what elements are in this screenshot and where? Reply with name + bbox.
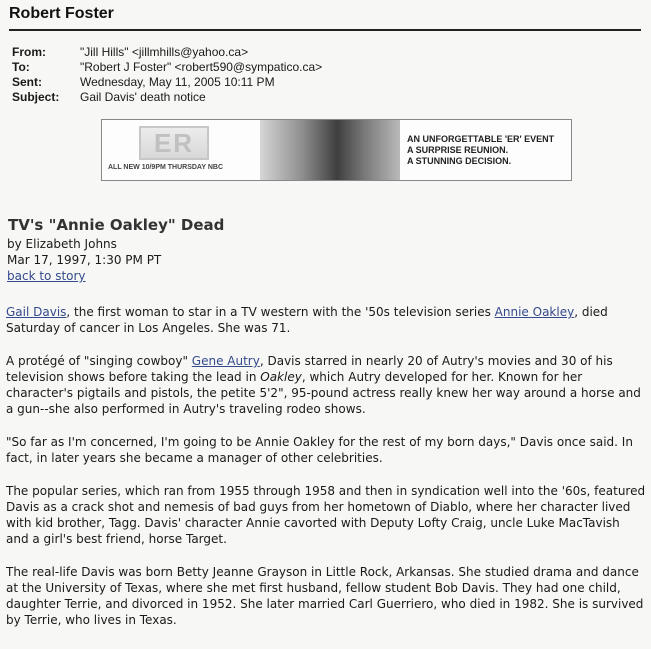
text: , Davis starred in nearly 20 of Autry's movies and 30 of his television shows before taking the lead in [6,354,613,384]
email-headers [12,45,322,105]
header-label: Sent: [12,75,42,89]
header-subject [12,90,322,105]
article-date: Mar 17, 1997, 1:30 PM PT [7,253,162,267]
paragraph [6,353,646,417]
article-body [6,304,646,645]
show-title: Oakley [260,370,302,384]
header-value: "Jill Hills" <jillmhills@yahoo.ca> [80,45,249,59]
paragraph [6,304,646,336]
text: , died Saturday of cancer in Los Angeles. She was 71. [6,305,608,335]
text: , the first woman to star in a TV western with the '50s television series [66,305,495,319]
header-divider [9,29,641,31]
event-line: A SURPRISE REUNION. [407,145,509,155]
banner-photo [260,120,400,180]
banner-event-text [407,134,554,167]
header-label: Subject: [12,90,60,104]
er-logo: ER [139,126,209,160]
header-value: Wednesday, May 11, 2005 10:11 PM [80,75,275,89]
gail-davis-link[interactable]: Gail Davis [6,305,67,319]
text: A protégé of "singing cowboy" [6,354,192,368]
sender-name: Robert Foster [9,5,114,22]
header-value: Gail Davis' death notice [80,90,206,104]
byline: by Elizabeth Johns [7,237,117,251]
header-sent [12,75,322,90]
header-label: From: [12,45,46,59]
event-line: A STUNNING DECISION. [407,156,512,166]
paragraph: The real-life Davis was born Betty Jeanne Grayson in Little Rock, Arkansas. She studied drama and dance at the University of Texas, where she met first husband, fellow student Bob Davis. They had one child, daughter Terrie, and divorced in 1952. She later married Carl Guerriero, who died in 1982. She is survived by Terrie, who lives in Texas. [6,565,644,627]
header-from [12,45,322,60]
article-meta [7,236,161,284]
article-title: TV's "Annie Oakley" Dead [8,216,225,234]
back-to-story-link[interactable]: back to story [7,269,86,283]
text: , which Autry developed for her. Known for her character's pigtails and pistols, the petite 5'2", 95-pound actress really knew her way around a horse and a gun--she also performed in Autry's traveling rodeo shows. [6,370,641,416]
banner-tagline: ALL NEW 10/9PM THURSDAY NBC [108,164,224,171]
paragraph: The popular series, which ran from 1955 through 1958 and then in syndication well into the '60s, featured Davis as a crack shot and nemesis of bad guys from her hometown of Diablo, where her character lived with kid brother, Tagg. Davis' character Annie cavorted with Deputy Lofty Craig, uncle Luke MacTavish and a girl's best friend, horse Target. [6,484,646,546]
annie-oakley-link[interactable]: Annie Oakley [494,305,575,319]
gene-autry-link[interactable]: Gene Autry [191,354,260,368]
header-to [12,60,322,75]
er-ad-banner[interactable] [101,119,572,181]
event-line: AN UNFORGETTABLE 'ER' EVENT [407,134,555,144]
paragraph: "So far as I'm concerned, I'm going to be Annie Oakley for the rest of my born days," Davis once said. In fact, in later years she became a manager of other celebrities. [6,435,633,465]
header-value: "Robert J Foster" <robert590@sympatico.ca> [80,60,323,74]
header-label: To: [12,60,30,74]
